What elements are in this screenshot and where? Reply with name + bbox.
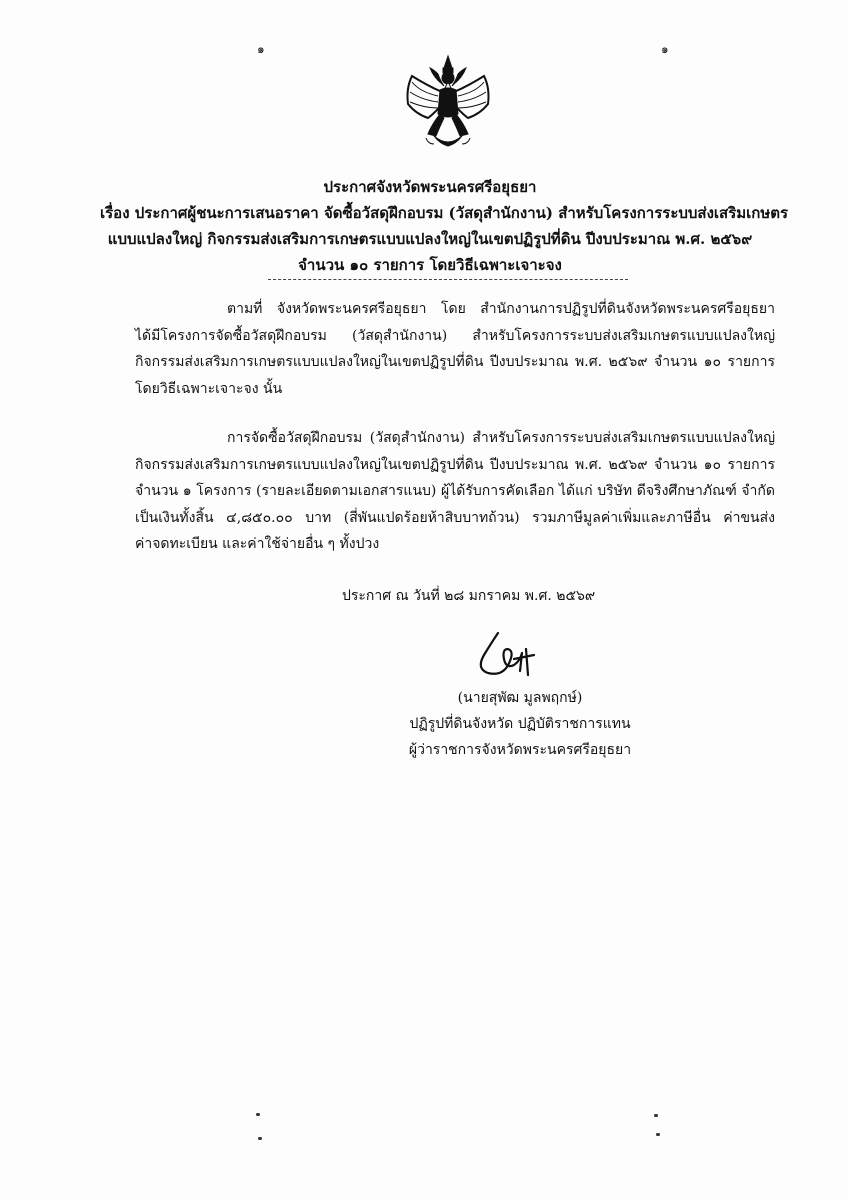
paragraph-line: การจัดซื้อวัสดุฝึกอบรม (วัสดุสำนักงาน) สำหรับโครงการระบบส่งเสริมเกษตรแบบแปลงใหญ่	[227, 430, 775, 446]
signatory-position: ปฏิรูปที่ดินจังหวัด ปฏิบัติราชการแทน	[409, 716, 631, 732]
paragraph-line: กิจกรรมส่งเสริมการเกษตรแบบแปลงใหญ่ในเขตปฏิรูปที่ดิน ปีงบประมาณ พ.ศ. ๒๕๖๙ จำนวน ๑๐ รายการ	[135, 456, 775, 473]
subject-line-3: จำนวน ๑๐ รายการ โดยวิธีเฉพาะเจาะจง	[298, 256, 562, 274]
paragraph-line: ค่าจดทะเบียน และค่าใช้จ่ายอื่น ๆ ทั้งปวง	[135, 536, 380, 552]
paragraph-line: โดยวิธีเฉพาะเจาะจง นั้น	[135, 380, 283, 397]
paragraph-line: ได้มีโครงการจัดซื้อวัสดุฝึกอบรม (วัสดุสำนักงาน) สำหรับโครงการระบบส่งเสริมเกษตรแบบแปลงใหญ่	[135, 327, 775, 344]
announcement-date: ประกาศ ณ วันที่ ๒๘ มกราคม พ.ศ. ๒๕๖๙	[342, 588, 596, 604]
page-mark-left: ๑	[257, 42, 265, 56]
dashed-divider	[268, 279, 628, 280]
scan-mark	[258, 1137, 262, 1140]
subject-line-1: เรื่อง ประกาศผู้ชนะการเสนอราคา จัดซื้อวัสดุฝึกอบรม (วัสดุสำนักงาน) สำหรับโครงการระบบส่งเสริมเกษตร	[100, 204, 789, 222]
subject-line-2: แบบแปลงใหญ่ กิจกรรมส่งเสริมการเกษตรแบบแปลงใหญ่ในเขตปฏิรูปที่ดิน ปีงบประมาณ พ.ศ. ๒๕๖๙	[107, 230, 753, 248]
signatory-position: ผู้ว่าราชการจังหวัดพระนครศรีอยุธยา	[408, 742, 632, 758]
scan-mark	[654, 1114, 658, 1117]
scan-mark	[656, 1133, 660, 1136]
garuda-emblem-icon	[398, 52, 498, 152]
paragraph-line: ตามที่ จังหวัดพระนครศรีอยุธยา โดย สำนักงานการปฏิรูปที่ดินจังหวัดพระนครศรีอยุธยา	[227, 301, 775, 317]
paragraph-result	[135, 425, 775, 558]
paragraph-line: เป็นเงินทั้งสิ้น ๔,๘๕๐.๐๐ บาท (สี่พันแปดร้อยห้าสิบบาทถ้วน) รวมภาษีมูลค่าเพิ่มและภาษีอื่น ค่าขนส่ง	[135, 509, 775, 526]
signatory-name: (นายสุพัฒ มูลพฤกษ์)	[457, 690, 583, 706]
page-mark-right: ๑	[661, 42, 669, 56]
paragraph-line: จำนวน ๑ โครงการ (รายละเอียดตามเอกสารแนบ) ผู้ได้รับการคัดเลือก ได้แก่ บริษัท ดีจริงศึกษาภัณฑ์ จำกัด	[135, 483, 775, 499]
handwritten-signature	[470, 625, 550, 685]
scan-mark	[256, 1113, 260, 1116]
signatory-block	[390, 685, 650, 763]
announcement-title: ประกาศจังหวัดพระนครศรีอยุธยา	[323, 178, 537, 196]
paragraph-background	[135, 296, 775, 402]
paragraph-line: กิจกรรมส่งเสริมการเกษตรแบบแปลงใหญ่ในเขตปฏิรูปที่ดิน ปีงบประมาณ พ.ศ. ๒๕๖๙ จำนวน ๑๐ รายการ	[135, 354, 775, 370]
